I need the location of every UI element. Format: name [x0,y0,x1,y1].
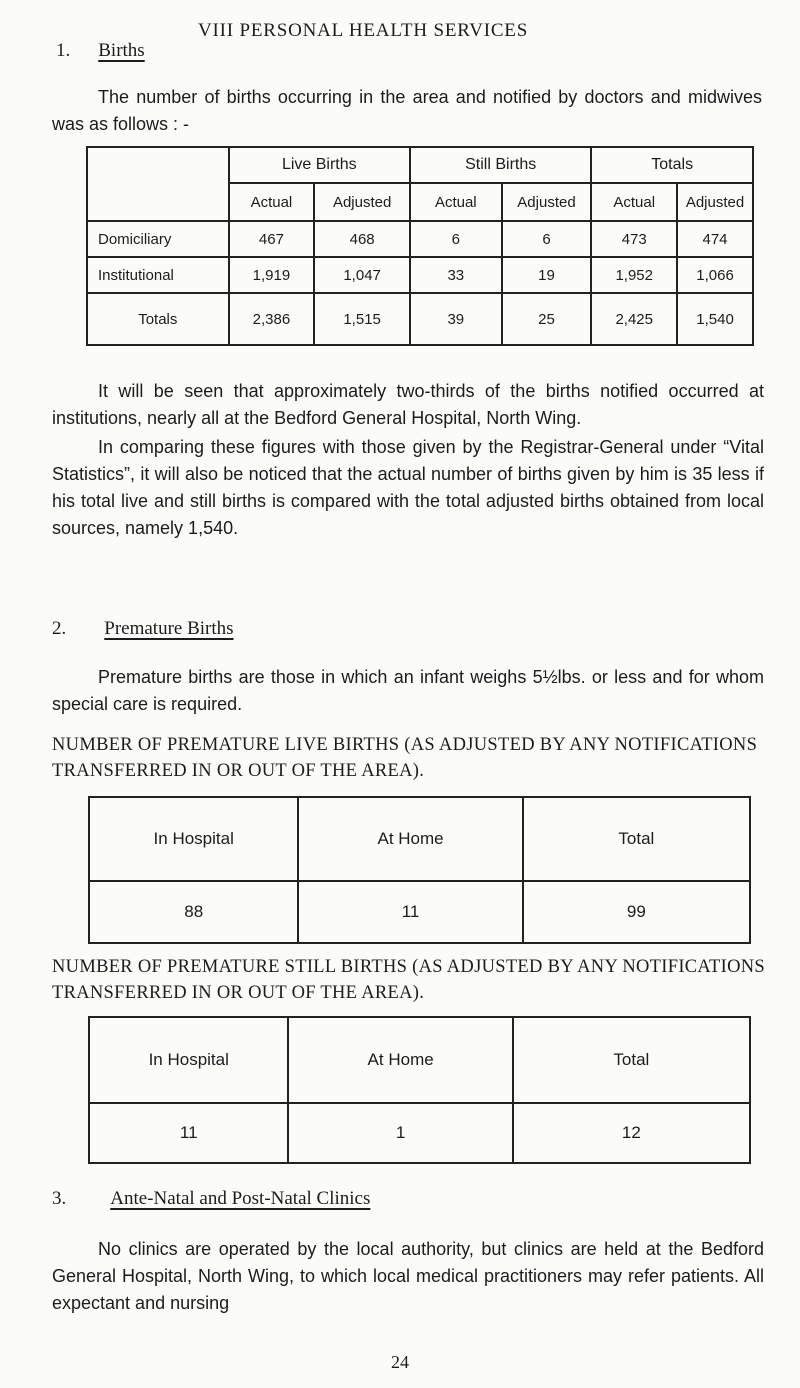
value-in-hospital: 88 [89,881,298,943]
section-1-title: Births [98,40,145,61]
table-cell: 6 [502,221,592,257]
paragraph-institutions: It will be seen that approximately two-thirds of the births notified occurred at institutions, nearly all at the Bedford General Hospital, North Wing. [52,381,764,428]
header-at-home: At Home [298,797,522,881]
table-cell: 6 [410,221,502,257]
subheader-cell: Actual [229,183,315,221]
births-corner-cell [87,147,229,221]
table-cell: 1,952 [591,257,677,293]
births-intro: The number of births occurring in the area and notified by doctors and midwives was as follows : - [52,87,762,134]
value-total: 99 [523,881,750,943]
header-total: Total [523,797,750,881]
header-in-hospital: In Hospital [89,797,298,881]
header-in-hospital: In Hospital [89,1017,288,1103]
section-3-number: 3. [52,1188,67,1209]
row-label-domiciliary: Domiciliary [87,221,229,257]
header-at-home: At Home [288,1017,512,1103]
table-cell: 467 [229,221,315,257]
table-cell: 19 [502,257,592,293]
table-cell: 468 [314,221,410,257]
value-total: 12 [513,1103,750,1163]
section-1-number: 1. [56,40,71,61]
table-row [87,293,753,345]
table-cell: 474 [677,221,753,257]
section-3-heading [52,1188,370,1210]
paragraph-registrar: In comparing these figures with those given by the Registrar-General under “Vital Statistics”, it will also be noticed that the actual number of births given by him is 35 less if his total live and still births is compared with the total adjusted births obtained from local sources, namely 1,540. [52,437,764,538]
table-cell: 1,540 [677,293,753,345]
premature-still-table [88,1016,751,1164]
table-cell: 39 [410,293,502,345]
table-cell: 2,386 [229,293,315,345]
subheader-cell: Adjusted [502,183,592,221]
table-cell: 33 [410,257,502,293]
header-totals: Totals [591,147,753,183]
table-row [89,881,750,943]
table-cell: 1,047 [314,257,410,293]
premature-still-heading: NUMBER OF PREMATURE STILL BIRTHS (AS ADJUSTED BY ANY NOTIFICATIONS TRANSFERRED IN OR OUT OF THE AREA). [52,957,766,1003]
chapter-title: VIII PERSONAL HEALTH SERVICES [198,20,529,41]
row-label-totals: Totals [87,293,229,345]
table-cell: 1,515 [314,293,410,345]
value-in-hospital: 11 [89,1103,288,1163]
subheader-cell: Adjusted [314,183,410,221]
births-table [86,146,754,346]
subheader-cell: Actual [410,183,502,221]
premature-live-heading: NUMBER OF PREMATURE LIVE BIRTHS (AS ADJUSTED BY ANY NOTIFICATIONS TRANSFERRED IN OR OUT OF THE AREA). [52,735,758,781]
table-row [87,221,753,257]
premature-live-table [88,796,751,944]
header-still-births: Still Births [410,147,591,183]
subheader-cell: Actual [591,183,677,221]
value-at-home: 11 [298,881,522,943]
table-cell: 1,066 [677,257,753,293]
page-number: 24 [391,1352,409,1372]
table-row [89,1103,750,1163]
table-row [87,257,753,293]
table-cell: 473 [591,221,677,257]
clinics-paragraph: No clinics are operated by the local authority, but clinics are held at the Bedford General Hospital, North Wing, to which local medical practitioners may refer patients. All expectant and nursing [52,1239,764,1313]
births-group-header-row [87,147,753,183]
subheader-cell: Adjusted [677,183,753,221]
section-2-heading [52,618,234,640]
premature-live-header-row [89,797,750,881]
header-live-births: Live Births [229,147,410,183]
table-cell: 25 [502,293,592,345]
section-2-number: 2. [52,618,67,639]
table-cell: 2,425 [591,293,677,345]
value-at-home: 1 [288,1103,512,1163]
premature-definition: Premature births are those in which an infant weighs 5½lbs. or less and for whom special care is required. [52,667,764,714]
section-1-heading [56,40,145,62]
table-cell: 1,919 [229,257,315,293]
premature-still-header-row [89,1017,750,1103]
section-3-title: Ante-Natal and Post-Natal Clinics [110,1188,371,1209]
header-total: Total [513,1017,750,1103]
section-2-title: Premature Births [104,618,234,639]
row-label-institutional: Institutional [87,257,229,293]
